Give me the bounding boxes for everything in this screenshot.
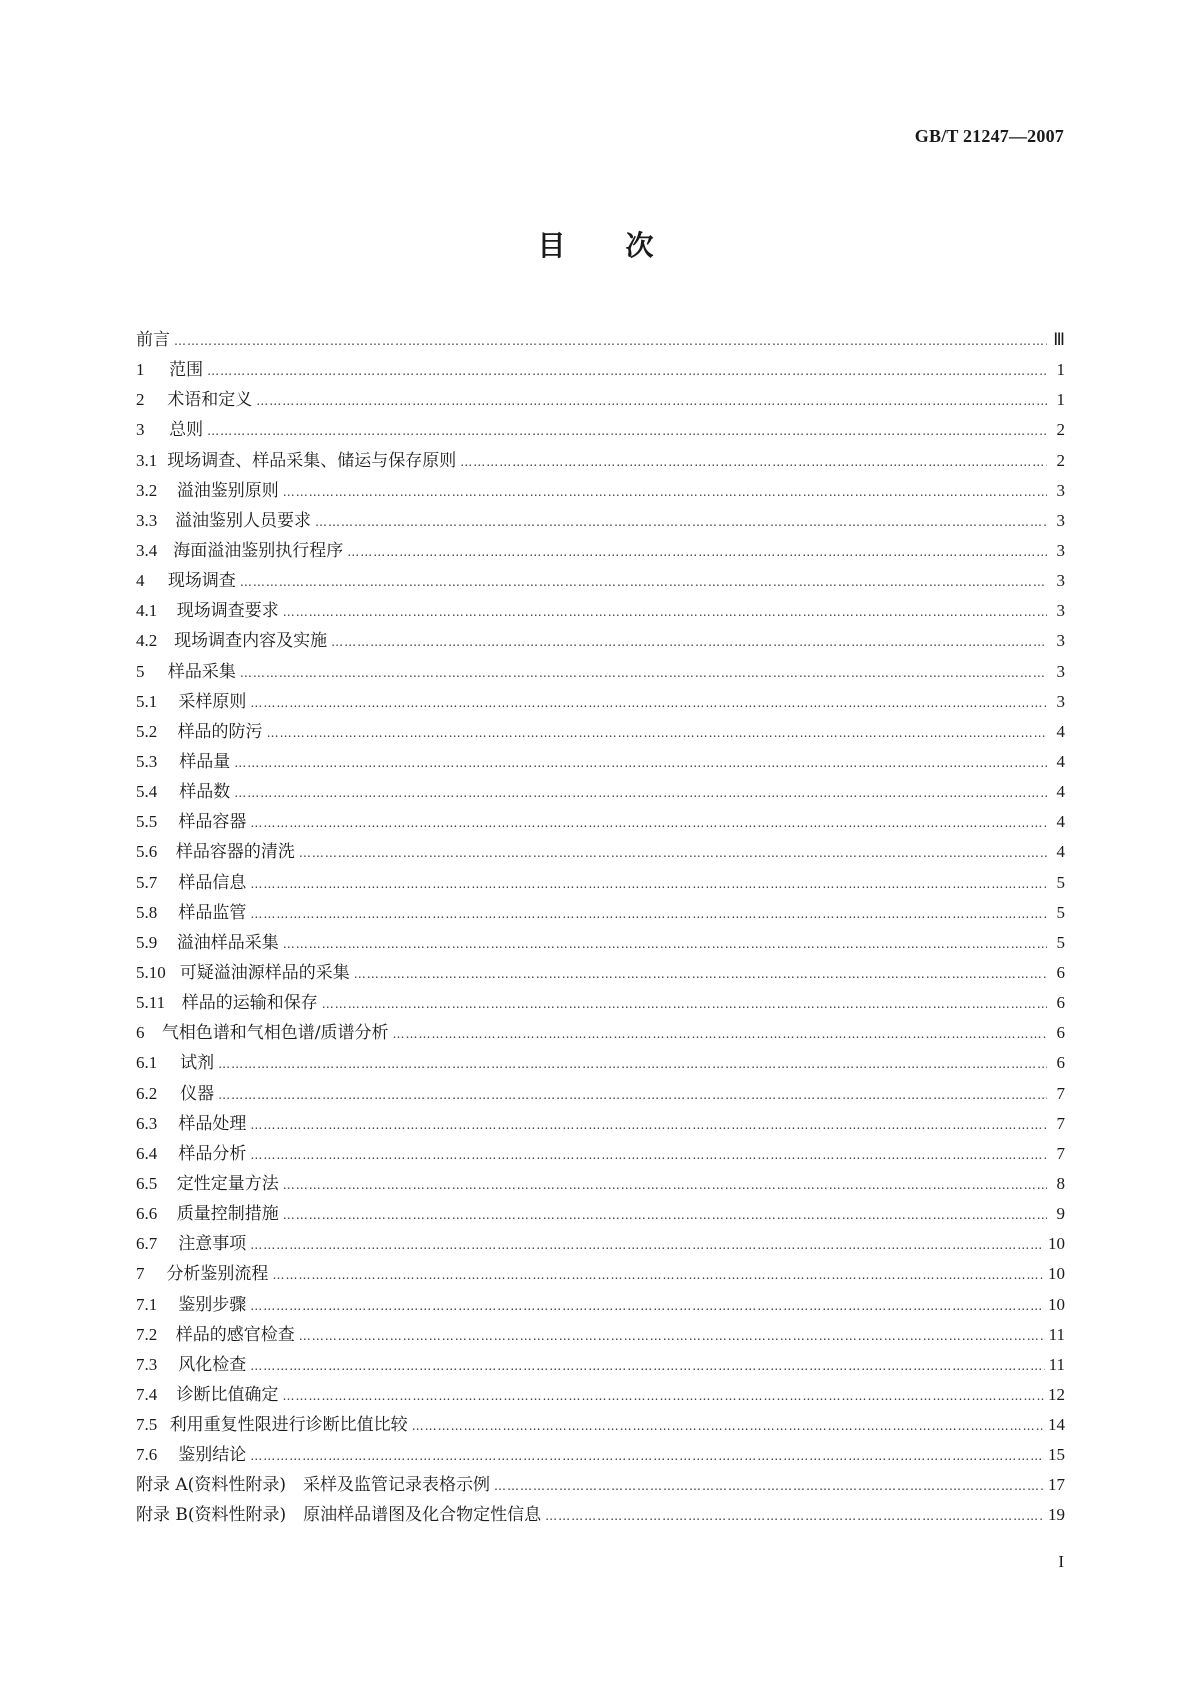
dot-leader [354,959,1047,989]
toc-label: 样品处理 [178,1113,247,1134]
dot-leader [250,688,1047,718]
toc-page: 7 [1056,1113,1065,1133]
dot-leader [494,1471,1044,1501]
dot-leader [322,989,1047,1019]
toc-page: 4 [1056,782,1065,802]
dot-leader [207,356,1047,386]
title-char-2: 次 [625,229,654,262]
toc-number: 6.1 [136,1053,158,1073]
toc-number: 5.11 [136,993,166,1013]
toc-number: 5.5 [136,812,158,832]
toc-entry[interactable] [136,596,1065,626]
toc-label: 利用重复性限进行诊断比值比较 [169,1415,408,1436]
dot-leader [267,718,1047,748]
toc-page: 3 [1056,631,1065,651]
toc-entry[interactable] [136,325,1065,355]
toc-page: 3 [1056,601,1065,621]
toc-page: Ⅲ [1053,330,1065,349]
toc-page: 11 [1048,1324,1065,1344]
toc-entry[interactable] [136,898,1065,928]
toc-page: 8 [1056,1173,1065,1193]
toc-entry[interactable] [136,1109,1065,1139]
toc-label: 可疑溢油源样品的采集 [179,962,350,983]
toc-number: 6.2 [136,1083,158,1103]
toc-page: 10 [1048,1294,1065,1314]
toc-label: 鉴别结论 [178,1445,247,1466]
toc-label: 样品容器 [178,812,247,833]
toc-entry[interactable] [136,657,1065,687]
toc-entry[interactable] [136,747,1065,777]
toc-entry[interactable] [136,536,1065,566]
toc-label: 样品信息 [178,872,247,893]
toc-entry[interactable] [136,385,1065,415]
dot-leader [218,1080,1047,1110]
toc-entry[interactable] [136,958,1065,988]
dot-leader [460,447,1047,477]
toc-page: 2 [1056,420,1065,440]
dot-leader [283,1170,1047,1200]
table-of-contents [136,325,1065,1531]
toc-page: 2 [1056,450,1065,470]
toc-entry[interactable] [136,868,1065,898]
toc-page: 4 [1056,751,1065,771]
toc-label: 样品的防污 [177,721,263,742]
toc-page: 1 [1056,360,1065,380]
toc-number: 3 [136,420,145,440]
toc-label: 气相色谱和气相色谱/质谱分析 [161,1023,389,1044]
toc-entry[interactable] [136,1320,1065,1350]
toc-label: 范围 [169,360,204,381]
toc-page: 6 [1056,962,1065,982]
toc-label: 术语和定义 [167,390,253,411]
toc-page: 19 [1048,1505,1065,1525]
toc-page: 1 [1056,390,1065,410]
toc-page: 4 [1056,812,1065,832]
toc-entry[interactable] [136,1440,1065,1470]
dot-leader [283,1200,1047,1230]
toc-page: 10 [1048,1234,1065,1254]
toc-entry[interactable] [136,687,1065,717]
toc-entry[interactable] [136,1290,1065,1320]
toc-page: 3 [1056,510,1065,530]
dot-leader [315,507,1047,537]
toc-entry[interactable] [136,506,1065,536]
toc-number: 5 [136,661,145,681]
toc-number: 3.4 [136,540,158,560]
toc-label: 仪器 [180,1083,215,1104]
toc-entry[interactable] [136,1139,1065,1169]
dot-leader [250,1351,1044,1381]
toc-number: 6.6 [136,1204,158,1224]
dot-leader [412,1411,1044,1441]
toc-entry[interactable] [136,355,1065,385]
toc-number: 3.3 [136,510,158,530]
toc-number: 6.5 [136,1173,158,1193]
toc-label: 样品量 [179,751,231,772]
toc-label: 采样原则 [178,691,247,712]
dot-leader [250,1110,1047,1140]
toc-label: 附录 B(资料性附录) 原油样品谱图及化合物定性信息 [136,1505,542,1526]
toc-number: 7.4 [136,1384,158,1404]
toc-entry[interactable] [136,446,1065,476]
toc-page: 7 [1056,1083,1065,1103]
toc-entry[interactable] [136,1380,1065,1410]
toc-page: 12 [1048,1384,1065,1404]
toc-number: 5.6 [136,842,158,862]
toc-number: 5.10 [136,962,166,982]
dot-leader [283,1381,1044,1411]
toc-page: 3 [1056,540,1065,560]
toc-page: 3 [1056,691,1065,711]
toc-number: 4.2 [136,631,158,651]
dot-leader [240,567,1047,597]
toc-label: 现场调查 [167,571,236,592]
toc-number: 7.5 [136,1415,158,1435]
toc-number: 5.1 [136,691,158,711]
dot-leader [234,778,1047,808]
toc-label: 诊断比值确定 [176,1384,279,1405]
dot-leader [299,838,1047,868]
toc-number: 6.7 [136,1234,158,1254]
toc-page: 10 [1048,1264,1065,1284]
toc-number: 6 [136,1023,145,1043]
toc-page: 6 [1056,1023,1065,1043]
toc-label: 注意事项 [178,1234,247,1255]
dot-leader [250,1140,1047,1170]
toc-number: 5.9 [136,932,158,952]
toc-page: 4 [1056,721,1065,741]
toc-number: 5.2 [136,721,158,741]
toc-label: 定性定量方法 [176,1173,279,1194]
toc-entry[interactable] [136,1350,1065,1380]
dot-leader [272,1260,1044,1290]
dot-leader [283,477,1047,507]
toc-page: 5 [1056,902,1065,922]
dot-leader [250,1291,1044,1321]
dot-leader [299,1321,1045,1351]
toc-page: 3 [1056,480,1065,500]
toc-page: 11 [1048,1354,1065,1374]
standard-number: GB/T 21247—2007 [914,126,1064,146]
toc-label: 样品的感官检查 [175,1324,295,1345]
toc-number: 7.3 [136,1354,158,1374]
toc-label: 样品分析 [178,1143,247,1164]
dot-leader [174,326,1047,356]
toc-entry[interactable] [136,415,1065,445]
toc-page: 7 [1056,1143,1065,1163]
toc-entry[interactable] [136,1500,1065,1530]
toc-number: 6.3 [136,1113,158,1133]
toc-entry[interactable] [136,566,1065,596]
toc-entry[interactable] [136,476,1065,506]
dot-leader [283,929,1047,959]
toc-label: 试剂 [180,1053,215,1074]
toc-entry[interactable] [136,1199,1065,1229]
dot-leader [218,1049,1047,1079]
toc-page: 9 [1056,1204,1065,1224]
dot-leader [250,1441,1044,1471]
toc-page: 3 [1056,661,1065,681]
toc-entry[interactable] [136,1259,1065,1289]
toc-entry[interactable] [136,837,1065,867]
toc-number: 5.7 [136,872,158,892]
dot-leader [234,748,1047,778]
page-title [0,224,1191,264]
toc-number: 7.2 [136,1324,158,1344]
toc-entry[interactable] [136,1229,1065,1259]
toc-number: 7.1 [136,1294,158,1314]
toc-label: 样品容器的清洗 [175,842,295,863]
dot-leader [331,627,1047,657]
toc-page: 14 [1048,1415,1065,1435]
toc-label: 溢油鉴别原则 [176,480,279,501]
title-char-1: 目 [537,229,566,262]
toc-entry[interactable] [136,626,1065,656]
toc-entry[interactable] [136,807,1065,837]
toc-label: 现场调查要求 [176,601,279,622]
dot-leader [250,808,1047,838]
toc-label: 现场调查内容及实施 [174,631,328,652]
toc-number: 5.3 [136,751,158,771]
toc-label: 样品采集 [167,661,236,682]
dot-leader [283,597,1047,627]
dot-leader [256,386,1047,416]
toc-number: 5.8 [136,902,158,922]
toc-label: 溢油样品采集 [176,932,279,953]
toc-page: 5 [1056,932,1065,952]
dot-leader [240,658,1047,688]
toc-number: 3.1 [136,450,158,470]
toc-entry[interactable] [136,1470,1065,1500]
toc-label: 附录 A(资料性附录) 采样及监管记录表格示例 [136,1475,490,1496]
toc-number: 3.2 [136,480,158,500]
toc-label: 鉴别步骤 [178,1294,247,1315]
toc-number: 7 [136,1264,145,1284]
toc-entry[interactable] [136,1169,1065,1199]
toc-entry[interactable] [136,988,1065,1018]
toc-number: 2 [136,390,145,410]
toc-entry[interactable] [136,1048,1065,1078]
toc-label: 前言 [136,330,170,350]
toc-label: 样品数 [179,782,231,803]
toc-label: 分析鉴别流程 [166,1264,269,1285]
toc-number: 6.4 [136,1143,158,1163]
toc-number: 5.4 [136,782,158,802]
toc-entry[interactable] [136,928,1065,958]
toc-page: 6 [1056,1053,1065,1073]
toc-page: 4 [1056,842,1065,862]
toc-page: 17 [1048,1475,1065,1495]
toc-page: 15 [1048,1445,1065,1465]
toc-entry[interactable] [136,1018,1065,1048]
toc-page: 6 [1056,993,1065,1013]
toc-number: 4.1 [136,601,158,621]
toc-page: 3 [1056,571,1065,591]
toc-label: 样品监管 [178,902,247,923]
dot-leader [250,1230,1044,1260]
dot-leader [347,537,1047,567]
dot-leader [207,416,1047,446]
dot-leader [393,1019,1047,1049]
toc-label: 溢油鉴别人员要求 [174,510,311,531]
toc-entry[interactable] [136,1410,1065,1440]
toc-label: 质量控制措施 [176,1204,279,1225]
dot-leader [250,869,1047,899]
toc-entry[interactable] [136,777,1065,807]
toc-label: 总则 [169,420,204,441]
page-number: I [1058,1552,1064,1571]
toc-entry[interactable] [136,1079,1065,1109]
toc-label: 现场调查、样品采集、储运与保存原则 [167,450,457,471]
toc-number: 1 [136,360,145,380]
toc-entry[interactable] [136,717,1065,747]
toc-page: 5 [1056,872,1065,892]
toc-label: 样品的运输和保存 [181,993,318,1014]
toc-label: 风化检查 [178,1354,247,1375]
dot-leader [250,899,1047,929]
toc-number: 7.6 [136,1445,158,1465]
toc-number: 4 [136,571,145,591]
toc-label: 海面溢油鉴别执行程序 [173,540,344,561]
dot-leader [545,1501,1044,1531]
